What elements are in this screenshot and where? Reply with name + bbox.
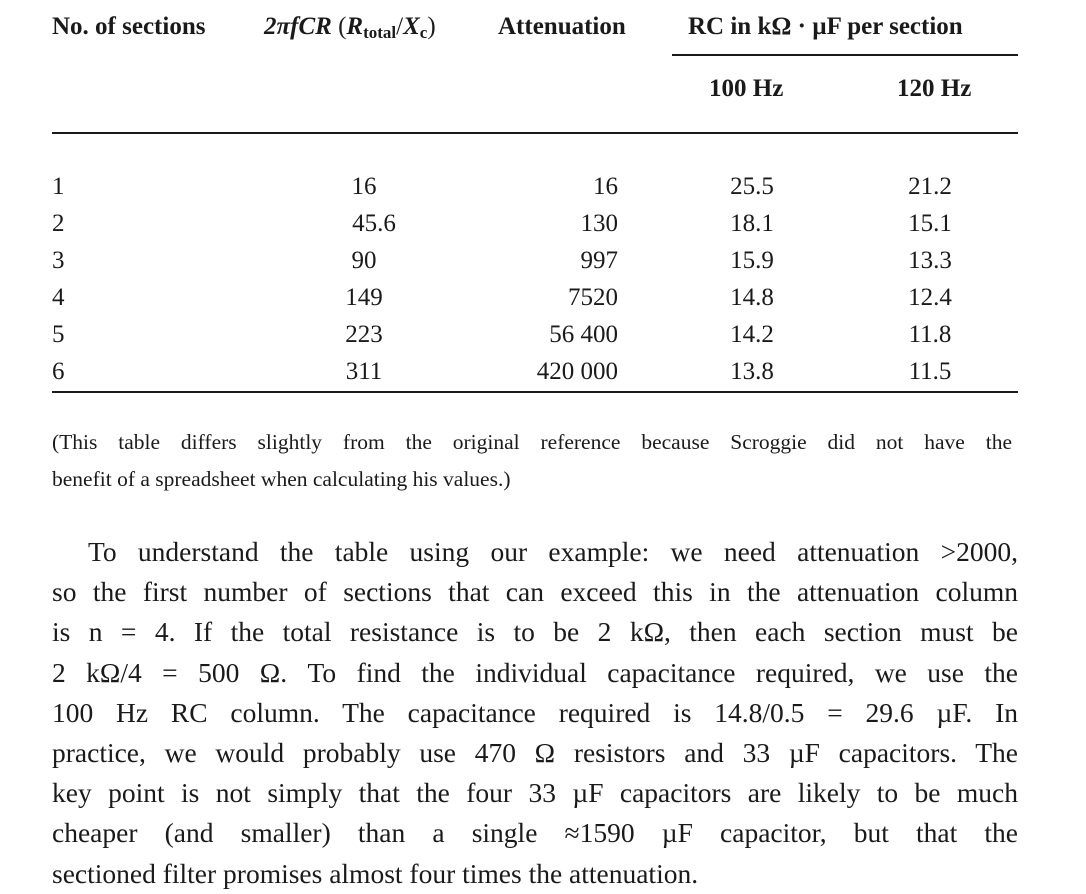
cell-rc-120: 11.8 [908,321,952,348]
cell-sections: 6 [52,358,65,385]
cell-rc-100: 18.1 [730,210,774,237]
cell-attenuation: 7520 [568,284,618,311]
header-attenuation: Attenuation [498,13,626,40]
cell-attenuation: 420 000 [536,358,618,385]
cell-rc-120: 21.2 [908,173,952,200]
cell-ratio: 45.6 [352,210,396,237]
cell-ratio: 16 [351,173,377,200]
cell-rc-120: 11.5 [908,358,952,385]
cell-sections: 2 [52,210,65,237]
header-sections: No. of sections [52,13,206,40]
cell-ratio: 223 [345,321,383,348]
cell-attenuation: 997 [580,247,618,274]
note-line: (This table differs slightly from the original reference because Scroggie did not have the [52,430,1012,454]
header-ratio-close: ) [427,13,436,40]
header-freq-120: 120 Hz [897,75,972,102]
paragraph-line: is n = 4. If the total resistance is to be 2 kΩ, then each section must be [52,616,1018,648]
cell-rc-120: 13.3 [908,247,952,274]
header-bottom-rule [52,132,1018,134]
header-subrule [672,54,1018,56]
header-ratio-slash: / [396,13,404,40]
cell-rc-100: 13.8 [730,358,774,385]
paragraph-line: practice, we would probably use 470 Ω resistors and 33 µF capacitors. The [52,737,1018,769]
cell-attenuation: 56 400 [549,321,618,348]
header-freq-100: 100 Hz [709,75,784,102]
cell-ratio: 311 [345,358,383,385]
paragraph-line: cheaper (and smaller) than a single ≈1590 µF capacitor, but that the [52,817,1018,849]
table-bottom-rule [52,391,1018,393]
cell-rc-100: 25.5 [730,173,774,200]
header-ratio-r-sub: total [363,23,397,42]
cell-rc-100: 14.2 [730,321,774,348]
body-paragraph [52,532,1018,894]
header-rc-group: RC in kΩ · µF per section [688,13,963,40]
cell-ratio: 90 [351,247,377,274]
paragraph-line: To understand the table using our example: we need attenuation >2000, [88,536,1018,567]
paragraph-line: key point is not simply that the four 33 µF capacitors are likely to be much [52,777,1018,809]
cell-ratio: 149 [345,284,383,311]
paragraph-line: 100 Hz RC column. The capacitance required is 14.8/0.5 = 29.6 µF. In [52,696,1018,728]
cell-attenuation: 130 [580,210,618,237]
paragraph-line: sectioned filter promises almost four times the attenuation. [52,857,699,889]
header-ratio-r: R [346,13,364,40]
header-ratio-prefix: 2πfCR [264,13,332,40]
paragraph-line: 2 kΩ/4 = 500 Ω. To find the individual capacitance required, we use the [52,656,1018,688]
cell-rc-120: 15.1 [908,210,952,237]
cell-rc-100: 15.9 [730,247,774,274]
header-ratio-x-sub: c [419,23,428,42]
header-ratio [264,13,436,42]
header-ratio-open: ( [338,13,347,40]
paragraph-line: so the first number of sections that can exceed this in the attenuation column [52,576,1018,608]
cell-sections: 4 [52,284,65,311]
cell-sections: 1 [52,173,65,200]
cell-sections: 5 [52,321,65,348]
cell-rc-120: 12.4 [908,284,952,311]
cell-rc-100: 14.8 [730,284,774,311]
table-note [52,424,1012,498]
header-ratio-x: X [403,13,420,40]
cell-attenuation: 16 [593,173,618,200]
note-line: benefit of a spreadsheet when calculating his values.) [52,467,511,491]
cell-sections: 3 [52,247,65,274]
